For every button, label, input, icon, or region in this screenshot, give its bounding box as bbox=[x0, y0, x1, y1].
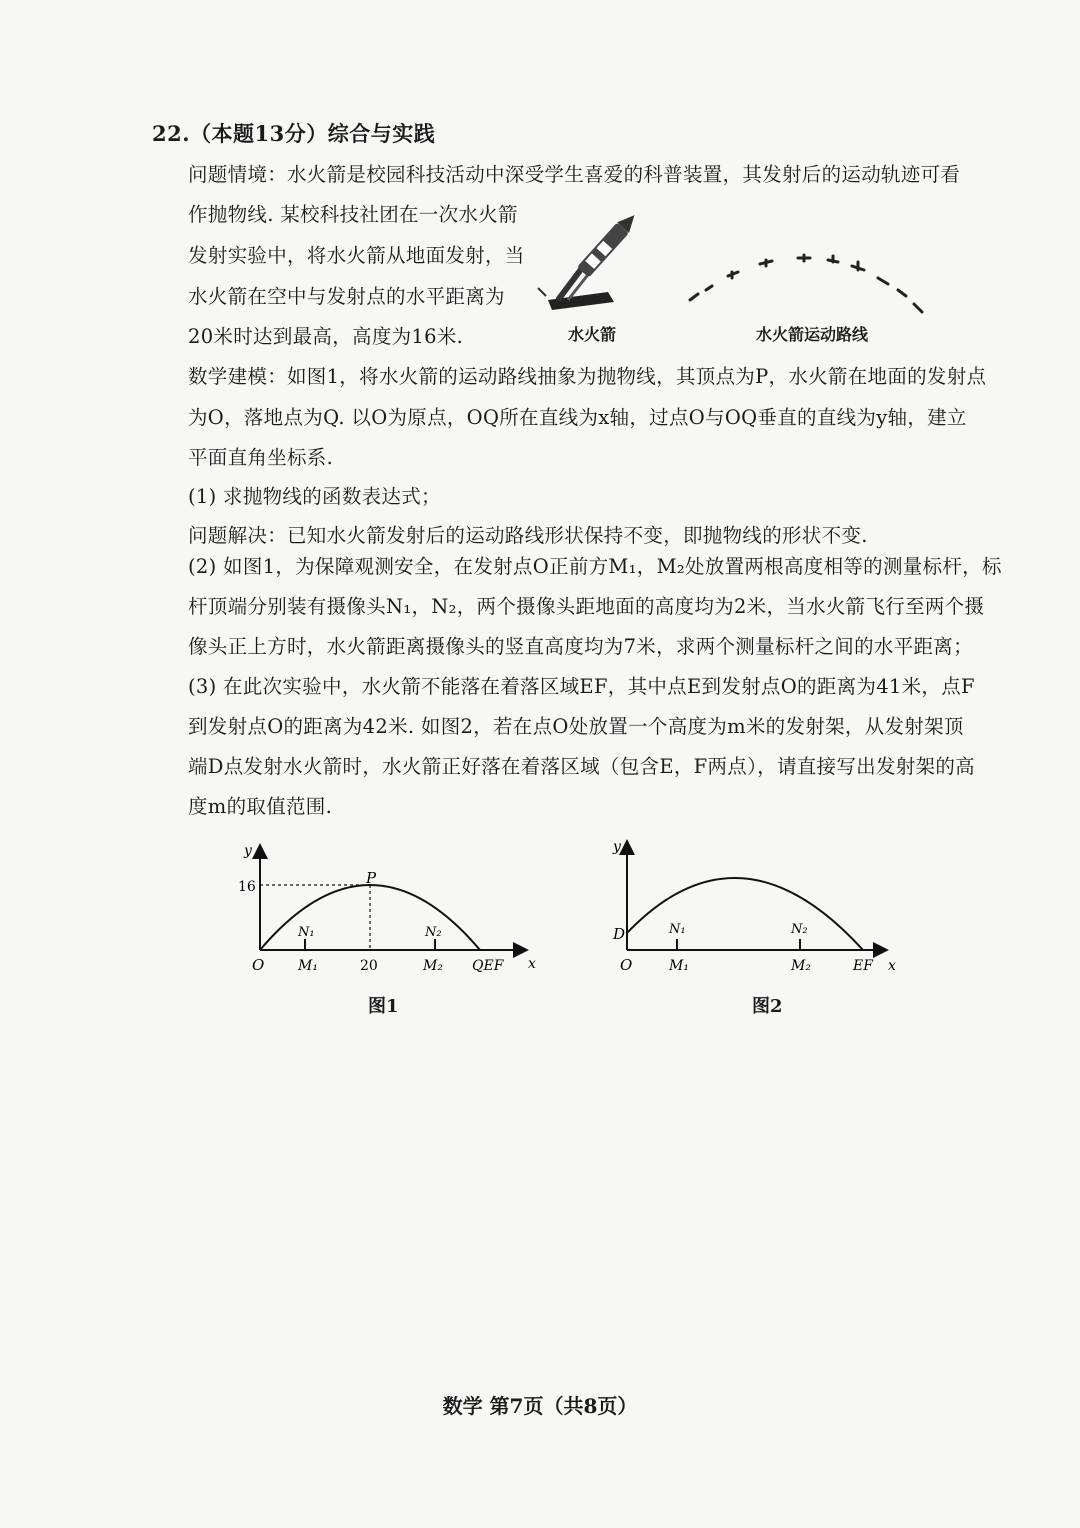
text-line-7: 为O，落地点为Q. 以O为原点，OQ所在直线为x轴，过点O与OQ垂直的直线为y轴，建立 bbox=[188, 406, 967, 429]
figure-2-graph bbox=[605, 835, 905, 985]
page-footer: 数学 第7页（共8页） bbox=[442, 1394, 638, 1418]
text-line-3: 发射实验中，将水火箭从地面发射，当 bbox=[188, 244, 525, 267]
fig2-origin-label: O bbox=[620, 956, 633, 974]
figure-1-caption: 图1 bbox=[368, 996, 399, 1017]
text-line-11: (2) 如图1，为保障观测安全，在发射点O正前方M₁，M₂处放置两根高度相等的测量标杆，标 bbox=[188, 555, 1002, 578]
text-line-15: 到发射点O的距离为42米. 如图2，若在点O处放置一个高度为m米的发射架，从发射架顶 bbox=[188, 715, 964, 738]
fig2-x-label: x bbox=[888, 958, 896, 974]
text-line-6: 数学建模：如图1，将水火箭的运动路线抽象为抛物线，其顶点为P，水火箭在地面的发射点 bbox=[188, 365, 987, 388]
fig2-d-label: D bbox=[613, 925, 626, 943]
rocket-photo bbox=[528, 200, 658, 340]
figure-1-graph bbox=[230, 835, 540, 985]
fig2-m1-label: M₁ bbox=[669, 958, 689, 974]
text-line-5: 20米时达到最高，高度为16米. bbox=[188, 325, 464, 348]
text-line-13: 像头正上方时，水火箭距离摄像头的竖直高度均为7米，求两个测量标杆之间的水平距离； bbox=[188, 635, 973, 658]
question-title: 22.（本题13分）综合与实践 bbox=[152, 121, 436, 146]
text-line-12: 杆顶端分别装有摄像头N₁，N₂，两个摄像头距地面的高度均为2米，当水火箭飞行至两个摄 bbox=[188, 595, 985, 618]
text-line-16: 端D点发射水火箭时，水火箭正好落在着落区域（包含E，F两点），请直接写出发射架的高 bbox=[188, 755, 975, 778]
fig2-parabola bbox=[627, 878, 863, 950]
fig1-n2-label: N₂ bbox=[425, 925, 442, 940]
fig1-y-label: y bbox=[244, 843, 252, 859]
text-line-10: 问题解决：已知水火箭发射后的运动路线形状保持不变，即抛物线的形状不变. bbox=[188, 524, 868, 547]
fig1-x-label: x bbox=[528, 956, 536, 972]
text-line-8: 平面直角坐标系. bbox=[188, 446, 334, 469]
text-line-2: 作抛物线. 某校科技社团在一次水火箭 bbox=[188, 203, 518, 226]
rocket-caption: 水火箭 bbox=[568, 325, 617, 344]
fig2-n1-label: N₁ bbox=[669, 922, 686, 937]
fig1-origin-label: O bbox=[252, 956, 265, 974]
text-line-1: 问题情境：水火箭是校园科技活动中深受学生喜爱的科普装置，其发射后的运动轨迹可看 bbox=[188, 163, 961, 186]
text-line-9: (1) 求抛物线的函数表达式； bbox=[188, 485, 441, 508]
fig1-m2-label: M₂ bbox=[423, 958, 443, 974]
rocket-path-caption: 水火箭运动路线 bbox=[756, 325, 869, 344]
fig2-y-label: y bbox=[613, 839, 621, 855]
fig1-m1-label: M₁ bbox=[298, 958, 318, 974]
figure-2-caption: 图2 bbox=[752, 996, 783, 1017]
fig1-height-16: 16 bbox=[238, 879, 256, 895]
text-line-17: 度m的取值范围. bbox=[188, 795, 333, 818]
text-line-4: 水火箭在空中与发射点的水平距离为 bbox=[188, 285, 505, 308]
fig2-n2-label: N₂ bbox=[791, 922, 808, 937]
fig1-qef-label: QEF bbox=[472, 958, 504, 974]
fig2-m2-label: M₂ bbox=[791, 958, 811, 974]
fig1-x-20: 20 bbox=[360, 958, 378, 974]
text-line-14: (3) 在此次实验中，水火箭不能落在着落区域EF，其中点E到发射点O的距离为41米，点F bbox=[188, 675, 975, 698]
fig1-vertex-label: P bbox=[366, 869, 377, 887]
fig2-ef-label: EF bbox=[853, 958, 873, 974]
fig1-n1-label: N₁ bbox=[298, 925, 315, 940]
